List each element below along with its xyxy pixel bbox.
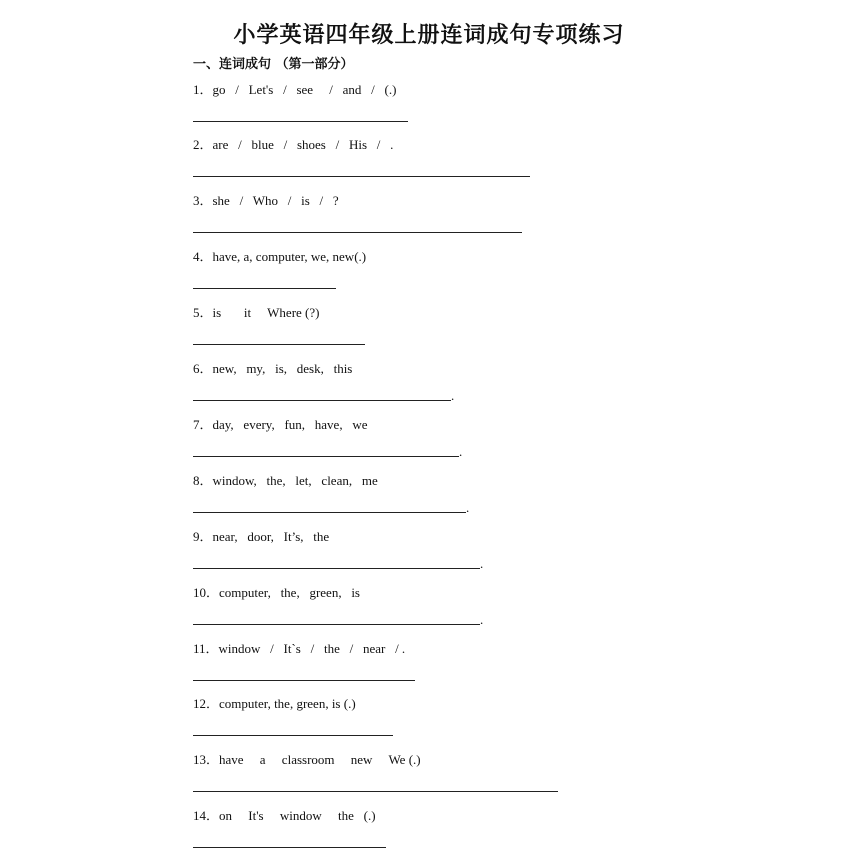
answer-line-3[interactable]: [193, 232, 522, 233]
question-8: 8．window, the, let, clean, me: [193, 473, 378, 488]
answer-line-7[interactable]: [193, 456, 459, 457]
answer-line-1[interactable]: [193, 121, 408, 122]
question-12: 12．computer, the, green, is (.): [193, 696, 356, 711]
answer-line-4[interactable]: [193, 288, 336, 289]
answer-period-8: .: [466, 500, 470, 515]
answer-period-7: .: [459, 444, 463, 459]
question-5: 5．is it Where (?): [193, 305, 320, 320]
question-7: 7．day, every, fun, have, we: [193, 417, 368, 432]
question-13: 13．have a classroom new We (.): [193, 752, 421, 767]
section-heading: 一、连词成句 （第一部分）: [193, 57, 354, 72]
answer-line-6[interactable]: [193, 400, 451, 401]
question-11: 11．window / It`s / the / near / .: [193, 641, 406, 656]
page-title: 小学英语四年级上册连词成句专项练习: [233, 23, 625, 48]
answer-period-9: .: [480, 556, 484, 571]
answer-line-12[interactable]: [193, 735, 393, 736]
answer-line-5[interactable]: [193, 344, 365, 345]
question-14: 14．on It's window the (.): [193, 808, 376, 823]
question-9: 9．near, door, It’s, the: [193, 529, 330, 544]
answer-line-9[interactable]: [193, 568, 480, 569]
answer-line-10[interactable]: [193, 624, 480, 625]
question-1: 1．go / Let's / see / and / (.): [193, 82, 397, 97]
answer-period-10: .: [480, 612, 484, 627]
answer-line-13[interactable]: [193, 791, 558, 792]
answer-line-11[interactable]: [193, 680, 415, 681]
answer-period-6: .: [451, 388, 455, 403]
question-6: 6．new, my, is, desk, this: [193, 361, 353, 376]
question-10: 10．computer, the, green, is: [193, 585, 360, 600]
question-2: 2．are / blue / shoes / His / .: [193, 137, 394, 152]
answer-line-8[interactable]: [193, 512, 466, 513]
answer-line-2[interactable]: [193, 176, 530, 177]
question-4: 4．have, a, computer, we, new(.): [193, 249, 367, 264]
answer-line-14[interactable]: [193, 847, 386, 848]
question-3: 3．she / Who / is / ?: [193, 193, 339, 208]
